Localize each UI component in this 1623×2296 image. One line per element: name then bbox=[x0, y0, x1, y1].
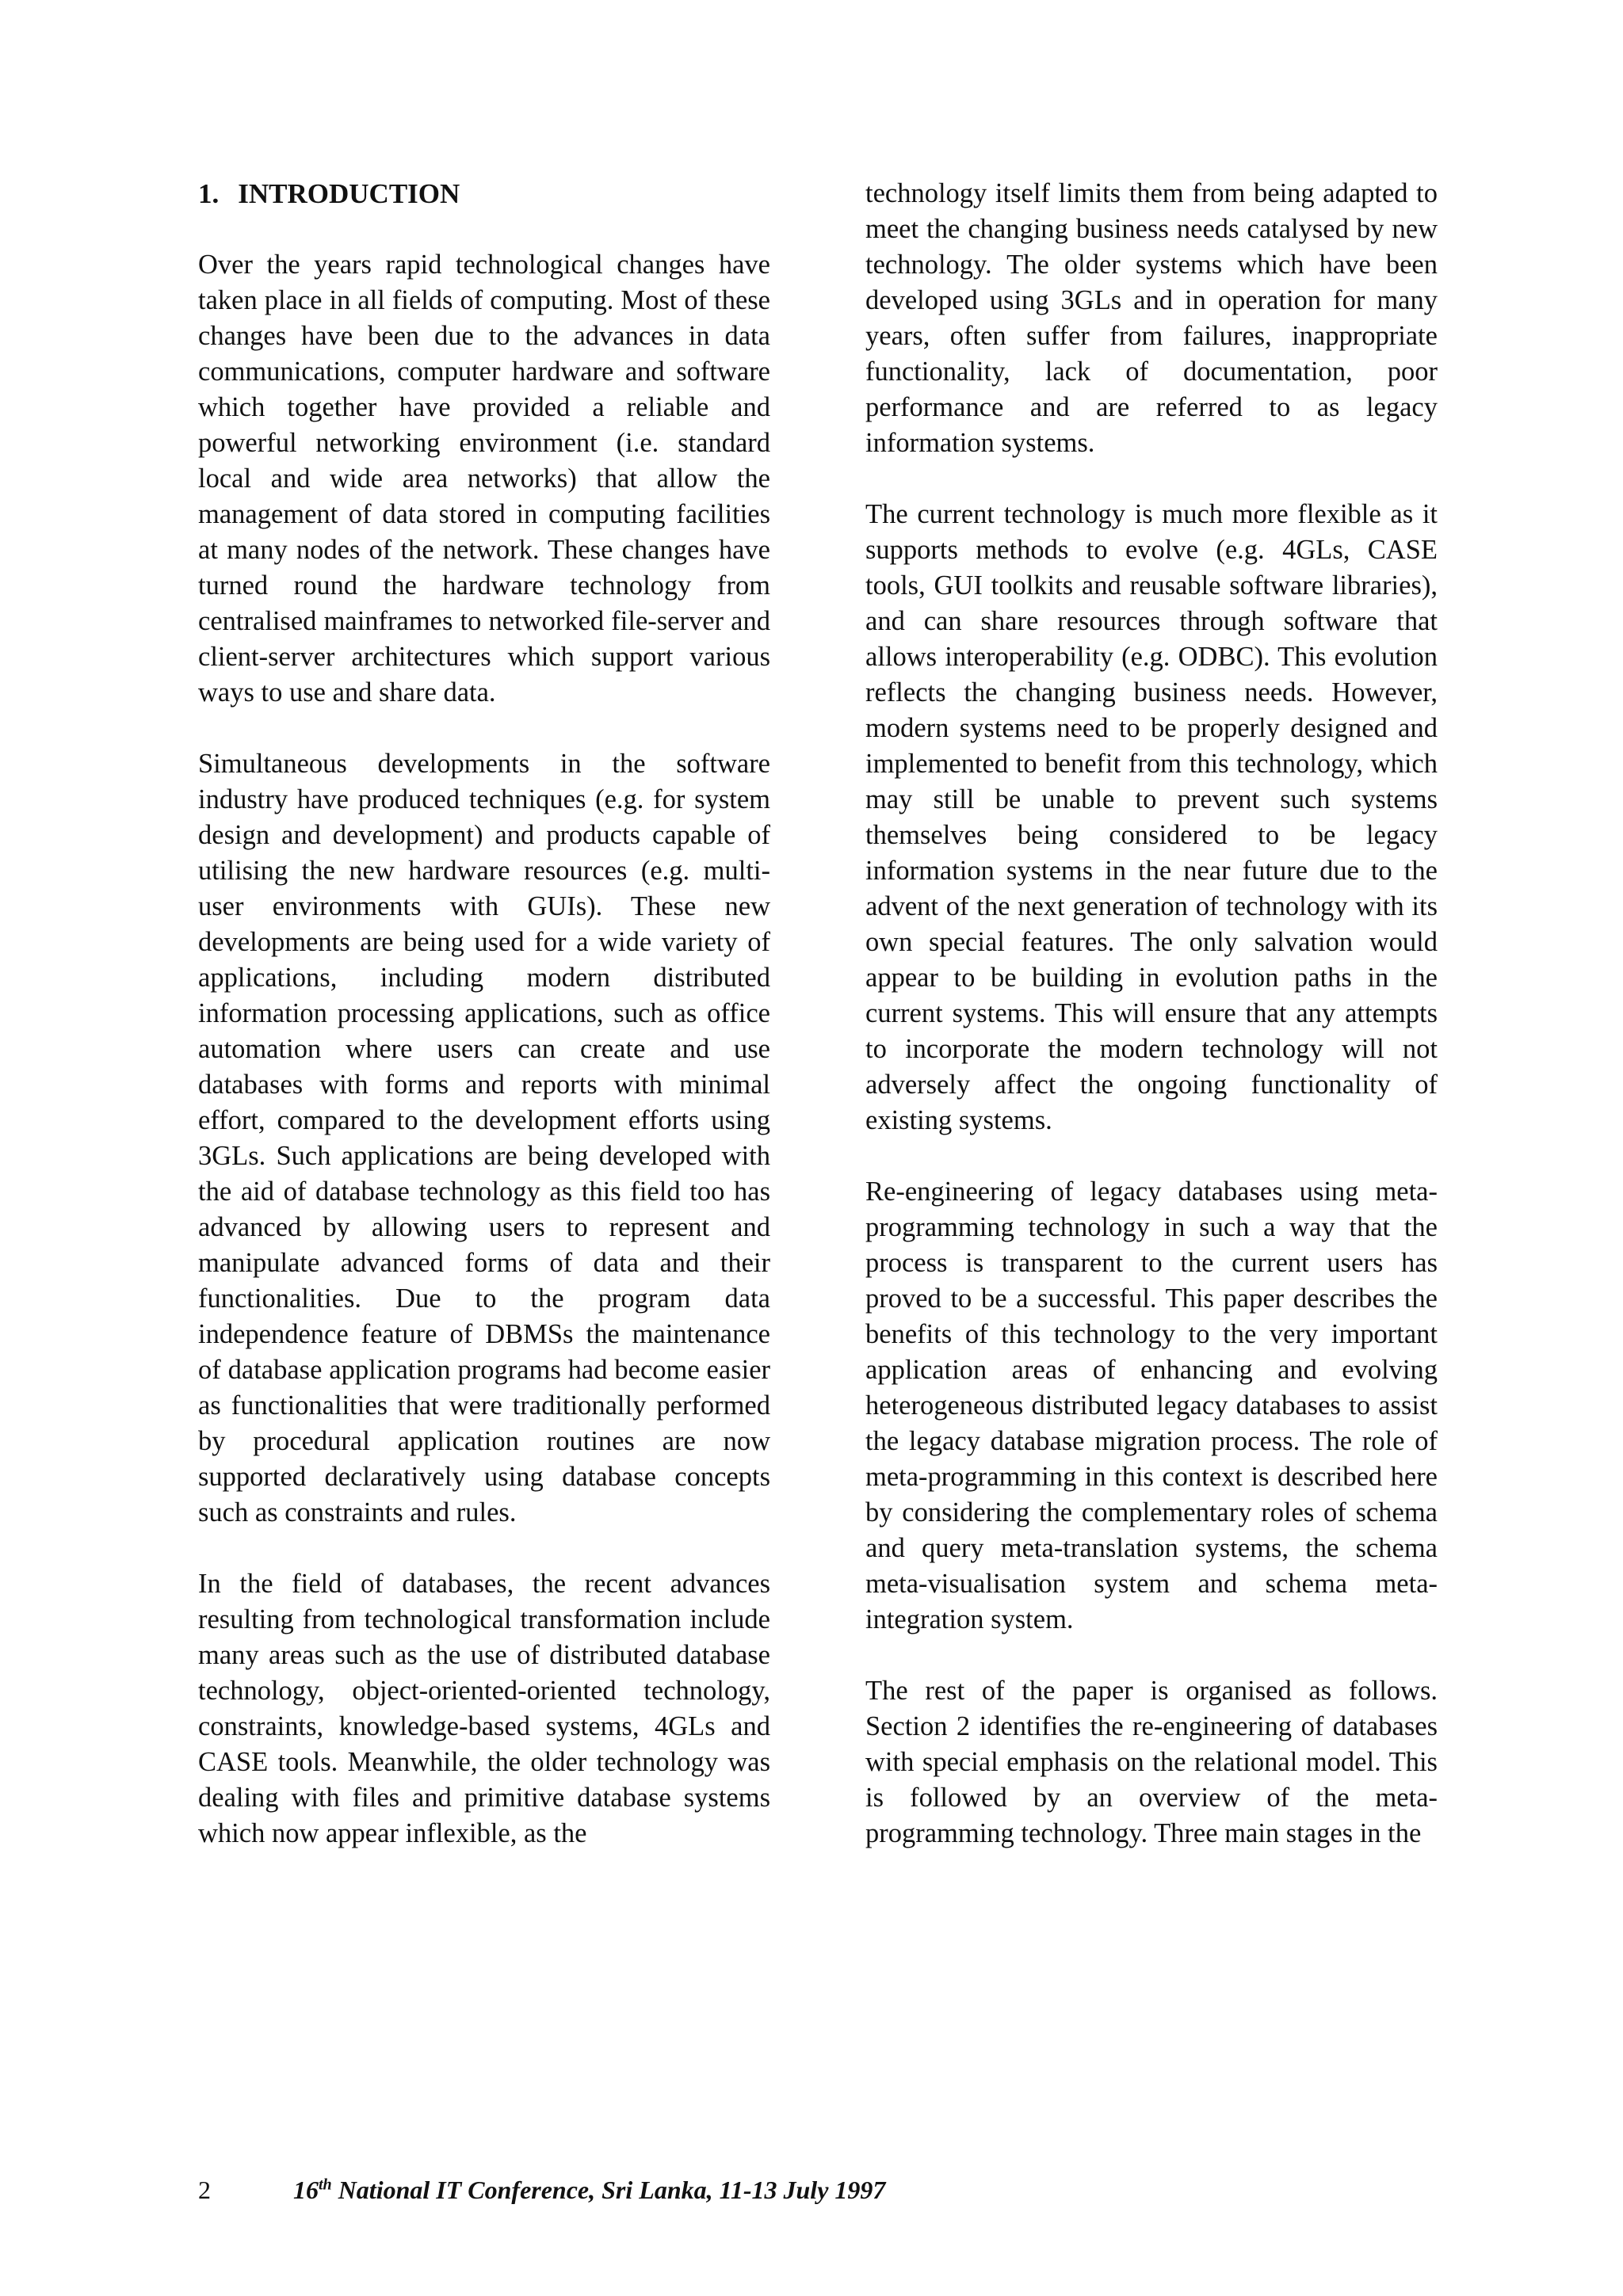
page-number: 2 bbox=[198, 2176, 211, 2204]
section-heading bbox=[198, 176, 770, 212]
section-number: 1. bbox=[198, 178, 220, 209]
page-footer bbox=[198, 2174, 1308, 2206]
paragraph: Simultaneous developments in the software industry have produced techniques (e.g. for system design and development) and products capable of utilising the new hardware resources (e.g. multi-user environments with GUIs). These new developments are being used for a wide variety of applications, including modern distributed information processing applications, such as office automation where users can create and use databases with forms and reports with minimal effort, compared to the development efforts using 3GLs. Such applications are being developed with the aid of database technology as this field too has advanced by allowing users to represent and manipulate advanced forms of data and their functionalities. Due to the program data independence feature of DBMSs the maintenance of database application programs had become easier as functionalities that were traditionally performed by procedural application routines are now supported declaratively using database concepts such as constraints and rules. bbox=[198, 749, 770, 1527]
paragraph: Over the years rapid technological changes have taken place in all fields of computing. Most of these changes have been due to the advances in data communications, computer hardware and software which together have provided a reliable and powerful networking environment (i.e. standard local and wide area networks) that allow the management of data stored in computing facilities at many nodes of the network. These changes have turned round the hardware technology from centralised mainframes to networked file-server and client-server architectures which support various ways to use and share data. bbox=[198, 250, 770, 707]
conference-citation bbox=[293, 2176, 885, 2204]
paragraph: In the field of databases, the recent advances resulting from technological transformation include many areas such as the use of distributed database technology, object-oriented-oriented technology, constraints, knowledge-based systems, 4GLs and CASE tools. Meanwhile, the older technology was dealing with files and primitive database systems which now appear inflexible, as the bbox=[198, 1569, 770, 1848]
left-column bbox=[198, 176, 770, 1887]
conference-ordinal-suffix: th bbox=[319, 2176, 332, 2194]
paragraph: technology itself limits them from being adapted to meet the changing business needs catalysed by new technology. The older systems which have been developed using 3GLs and in operation for many years, often suffer from failures, inappropriate functionality, lack of documentation, poor performance and are referred to as legacy information systems. bbox=[865, 178, 1438, 458]
right-column bbox=[865, 176, 1438, 1887]
conference-text: National IT Conference, Sri Lanka, 11-13 July 1997 bbox=[331, 2176, 886, 2204]
paragraph: The rest of the paper is organised as follows. Section 2 identifies the re-engineering of databases with special emphasis on the relational model. This is followed by an overview of the meta-programming technology. Three main stages in the bbox=[865, 1676, 1438, 1848]
paragraph: The current technology is much more flexible as it supports methods to evolve (e.g. 4GLs, CASE tools, GUI toolkits and reusable software libraries), and can share resources through software that allows interoperability (e.g. ODBC). This evolution reflects the changing business needs. However, modern systems need to be properly designed and implemented to benefit from this technology, which may still be unable to prevent such systems themselves being considered to be legacy information systems in the near future due to the advent of the next generation of technology with its own special features. The only salvation would appear to be building in evolution paths in the current systems. This will ensure that any attempts to incorporate the modern technology will not adversely affect the ongoing functionality of existing systems. bbox=[865, 499, 1438, 1135]
section-title: INTRODUCTION bbox=[238, 178, 460, 209]
paragraph: Re-engineering of legacy databases using meta-programming technology in such a way that the process is transparent to the current users has proved to be a successful. This paper describes the benefits of this technology to the very important application areas of enhancing and evolving heterogeneous distributed legacy databases to assist the legacy database migration process. The role of meta-programming in this context is described here by considering the complementary roles of schema and query meta-translation systems, the schema meta-visualisation system and schema meta-integration system. bbox=[865, 1177, 1438, 1634]
conference-ordinal: 16 bbox=[293, 2176, 319, 2204]
